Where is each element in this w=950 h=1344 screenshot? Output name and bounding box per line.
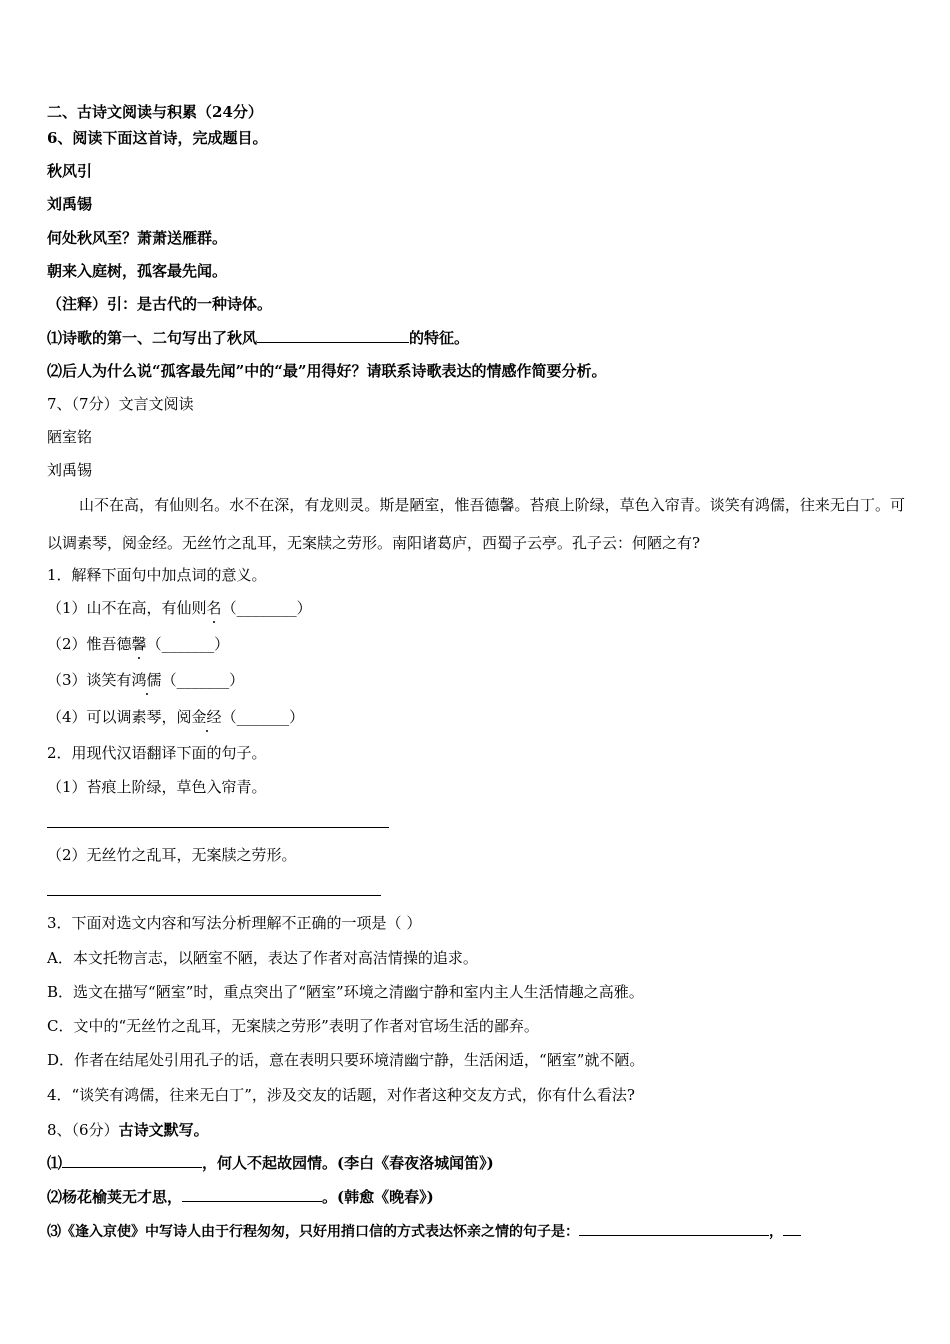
q7-q1-4-text: （4）可以调素琴，阅 [47, 708, 192, 726]
answer-blank[interactable]: （_______） [221, 708, 305, 726]
passage: 山不在高，有仙则名。水不在深，有龙则灵。斯是陋室，惟吾德馨。苔痕上阶绿，草色入帘青。谈笑有鸿儒，往来无白丁。可以调素琴，阅金经。无丝竹之乱耳，无案牍之劳形。南阳诸葛庐，西蜀子云亭。孔子云：何陋之有? [47, 496, 905, 552]
poem-line-2: 朝来入庭树，孤客最先闻。 [47, 262, 228, 280]
answer-blank[interactable]: （________） [221, 599, 312, 617]
q7-q2-2: （2）无丝竹之乱耳，无案牍之劳形。 [47, 846, 297, 864]
q7-q1-1 [47, 598, 312, 618]
q8-line-3-prefix: ⑶《逢入京使》中写诗人由于行程匆匆，只好用捎口信的方式表达怀亲之情的句子是： [47, 1224, 579, 1240]
q7-q1-1-text: （1）山不在高，有仙则 [47, 599, 207, 617]
q8-line-3 [47, 1221, 801, 1242]
answer-blank[interactable] [182, 1187, 322, 1202]
q7-q1-2-text: （2）惟吾德 [47, 635, 132, 653]
q7-q2-1: （1）苔痕上阶绿，草色入帘青。 [47, 778, 267, 796]
q6-title: 6、阅读下面这首诗，完成题目。 [47, 129, 268, 147]
text-author: 刘禹锡 [47, 461, 93, 479]
q7-title: 7、（7分）文言文阅读 [47, 395, 194, 413]
q6-sub-1-suffix: 的特征。 [409, 329, 470, 347]
q8-line-2-suffix: 。(韩愈《晚春》) [322, 1188, 434, 1206]
q7-q1-4 [47, 707, 304, 727]
option-b: B．选文在描写“陋室”时，重点突出了“陋室”环境之清幽宁静和室内主人生活情趣之高雅。 [47, 983, 644, 1001]
answer-blank[interactable]: （_______） [146, 635, 230, 653]
q7-q1-3 [47, 670, 244, 690]
q7-q2: 2．用现代汉语翻译下面的句子。 [47, 744, 267, 762]
answer-line[interactable] [47, 827, 389, 828]
q7-q1-3-text: （3）谈笑有 [47, 671, 132, 689]
q8-title-bold: 古诗文默写。 [118, 1121, 209, 1139]
dotted-word: 鸿儒 [131, 671, 162, 689]
answer-blank[interactable] [783, 1221, 801, 1236]
poem-title: 秋风引 [47, 162, 93, 180]
answer-blank[interactable]: （_______） [161, 671, 245, 689]
q6-sub-1 [47, 328, 469, 348]
q8-title-prefix: 8、（6分） [47, 1121, 119, 1139]
dotted-word: 名 [206, 599, 222, 617]
section-header: 二、古诗文阅读与积累（24分） [47, 103, 263, 121]
q6-sub-1-prefix: ⑴诗歌的第一、二句写出了秋风 [47, 329, 258, 347]
dotted-word: 馨 [131, 635, 147, 653]
poem-note: （注释）引：是古代的一种诗体。 [47, 295, 273, 313]
option-a: A．本文托物言志，以陋室不陋，表达了作者对高洁情操的追求。 [47, 949, 478, 967]
answer-line[interactable] [47, 895, 381, 896]
q8-title [47, 1120, 209, 1140]
q8-line-3-comma: ， [769, 1224, 783, 1240]
q7-q4: 4．“谈笑有鸿儒，往来无白丁”，涉及交友的话题，对作者这种交友方式，你有什么看法? [47, 1086, 635, 1104]
q6-sub-2: ⑵后人为什么说“孤客最先闻”中的“最”用得好？请联系诗歌表达的情感作简要分析。 [47, 362, 607, 380]
answer-blank[interactable] [579, 1221, 769, 1236]
option-c: C．文中的“无丝竹之乱耳，无案牍之劳形”表明了作者对官场生活的鄙弃。 [47, 1017, 539, 1035]
q8-line-1-prefix: ⑴ [47, 1154, 63, 1172]
q7-q1-2 [47, 634, 229, 654]
q8-line-1-suffix: ，何人不起故园情。(李白《春夜洛城闻笛》) [202, 1154, 494, 1172]
dotted-word: 金经 [191, 708, 222, 726]
poem-line-1: 何处秋风至？萧萧送雁群。 [47, 229, 228, 247]
text-title: 陋室铭 [47, 428, 93, 446]
q7-q3: 3．下面对选文内容和写法分析理解不正确的一项是（ ） [47, 914, 422, 932]
q8-line-1 [47, 1153, 494, 1173]
answer-blank[interactable] [257, 328, 409, 343]
answer-blank[interactable] [62, 1153, 202, 1168]
poem-author: 刘禹锡 [47, 195, 93, 213]
q7-q1: 1．解释下面句中加点词的意义。 [47, 566, 267, 584]
q8-line-2 [47, 1187, 434, 1207]
option-d: D．作者在结尾处引用孔子的话，意在表明只要环境清幽宁静，生活闲适，“陋室”就不陋。 [47, 1051, 645, 1069]
q8-line-2-prefix: ⑵杨花榆荚无才思， [47, 1188, 183, 1206]
